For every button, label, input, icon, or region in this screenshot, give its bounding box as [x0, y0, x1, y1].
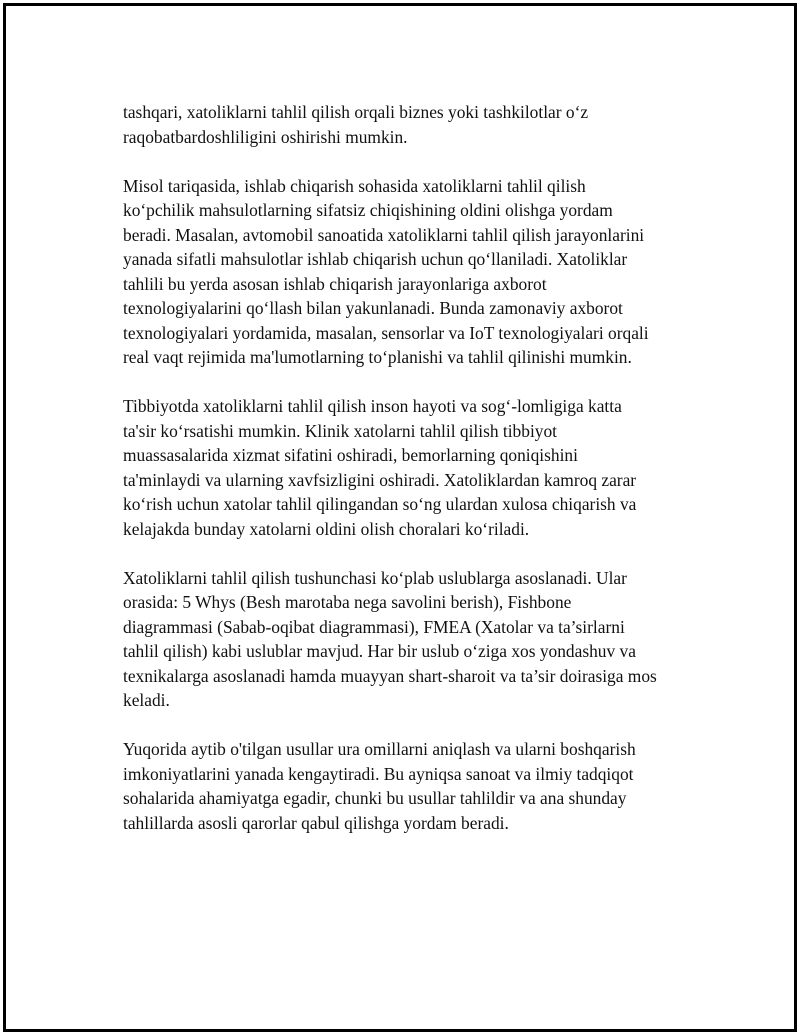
page-frame — [3, 3, 797, 1032]
paragraph-2: Misol tariqasida, ishlab chiqarish sohasida xatoliklarni tahlil qilish ko‘pchilik mahsulotlarning sifatsiz chiqishining oldini olishga yordam beradi. Masalan, avtomobil sanoatida xatoliklarni tahlil qilish jarayonlarini yanada sifatli mahsulotlar ishlab chiqarish uchun qo‘llaniladi. Xatoliklar tahlili bu yerda asosan ishlab chiqarish jarayonlariga axborot texnologiyalarini qo‘llash bilan yakunlanadi. Bunda zamonaviy axborot texnologiyalari yordamida, masalan, sensorlar va IoT texnologiyalari orqali real vaqt rejimida ma'lumotlarning to‘planishi va tahlil qilinishi mumkin. — [123, 175, 649, 367]
paragraph-3: Tibbiyotda xatoliklarni tahlil qilish inson hayoti va sog‘-lomligiga katta ta'sir ko‘rsatishi mumkin. Klinik xatolarni tahlil qilish tibbiyot muassasalarida xizmat sifatini oshiradi, bemorlarning qoniqishini ta'minlaydi va ularning xavfsizligini oshiradi. Xatoliklardan kamroq zarar ko‘rish uchun xatolar tahlil qilingandan so‘ng ulardan xulosa chiqarish va kelajakda bunday xatolarni oldini olish choralari ko‘riladi. — [123, 396, 637, 539]
document-body — [123, 100, 703, 835]
paragraph-5: Yuqorida aytib o'tilgan usullar ura omillarni aniqlash va ularni boshqarish imkoniyatlarini yanada kengaytiradi. Bu ayniqsa sanoat va ilmiy tadqiqot sohalarida ahamiyatga egadir, chunki bu usullar tahlildir va ana shunday tahlillarda asosli qarorlar qabul qilishga yordam beradi. — [123, 739, 636, 833]
paragraph-1: tashqari, xatoliklarni tahlil qilish orqali biznes yoki tashkilotlar o‘z raqobatbardoshliligini oshirishi mumkin. — [123, 102, 589, 147]
paragraph-4: Xatoliklarni tahlil qilish tushunchasi ko‘plab uslublarga asoslanadi. Ular orasida: 5 Whys (Besh marotaba nega savolini berish), Fishbone diagrammasi (Sabab-oqibat diagrammasi), FMEA (Xatolar va ta’sirlarni tahlil qilish) kabi uslublar mavjud. Har bir uslub o‘ziga xos yondashuv va texnikalarga asoslanadi hamda muayyan shart-sharoit va ta’sir doirasiga mos keladi. — [123, 567, 657, 710]
